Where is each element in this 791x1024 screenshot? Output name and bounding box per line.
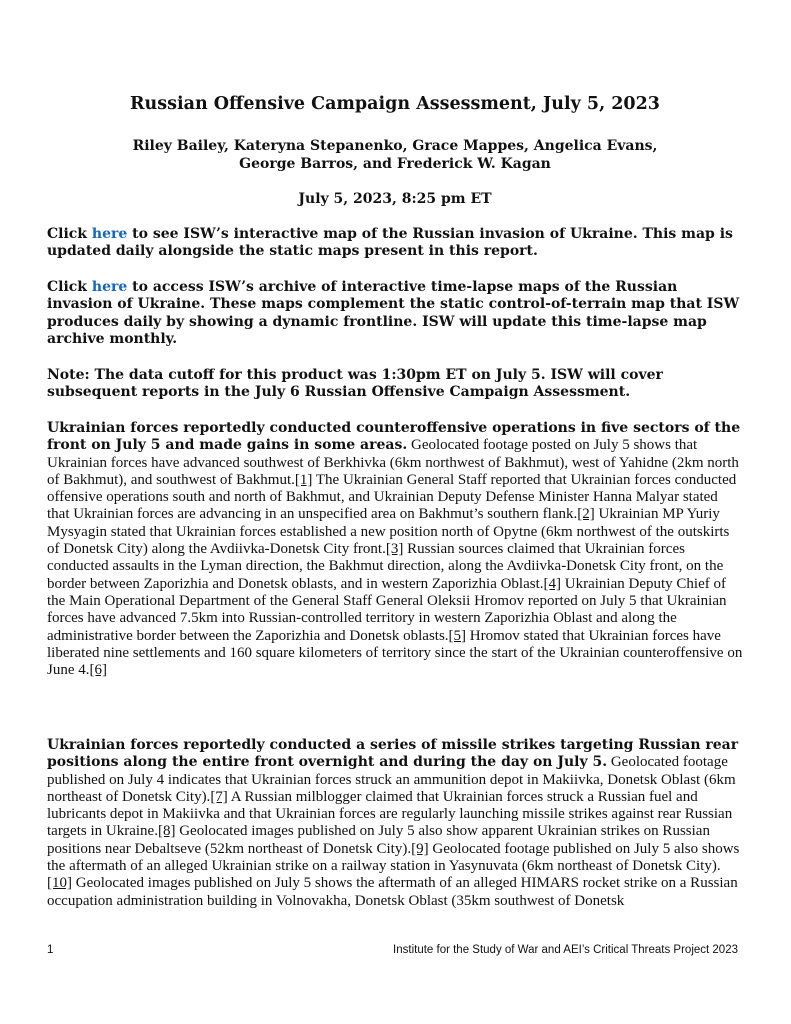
interactive-map-notice [47,226,743,261]
footer-organization: Institute for the Study of War and AEI’s Critical Threats Project 2023 [393,944,738,956]
paragraph-1-text: Ukrainian Deputy Chief of the Main Operational Department of the General Staff General Oleksii Hromov reported on July 5 that Ukrainian forces have advanced 7.5km into Russian-controlled territory in western Zaporizhia Oblast and along the administrative border between the Zaporizhia and Donetsk oblasts. [47,575,727,644]
footnote-link-7[interactable]: [7] [210,788,228,805]
timelapse-archive-notice [47,279,743,348]
paragraph-2-text: Geolocated images published on July 5 shows the aftermath of an alleged HIMARS rocket strike on a Russian occupation administration building in Volnovakha, Donetsk Oblast (35km southwest of Donetsk [47,875,738,909]
paragraph-1-text: Hromov stated that Ukrainian forces have liberated nine settlements and 160 square kilometers of territory since the start of the Ukrainian counteroffensive on June 4. [47,627,743,679]
paragraph-missile-strikes [47,737,743,910]
footnote-link-6[interactable]: [6] [89,662,107,679]
footnote-link-4[interactable]: [4] [543,575,562,592]
interactive-map-link[interactable]: here [91,226,128,242]
paragraph-2-text: Geolocated footage published on July 5 also shows the aftermath of an alleged Ukrainian strike on a railway station in Yasynuvata (6km northeast of Donetsk City). [47,840,740,875]
notice-2-text: to access ISW’s archive of interactive time-lapse maps of the Russian invasion of Ukraine. These maps complement the static control-of-terrain map that ISW produces daily by showing a dynamic frontline. ISW will update this time-lapse map archive monthly. [47,279,740,347]
paragraph-1-text: The Ukrainian General Staff reported that Ukrainian forces conducted offensive operations south and north of Bakhmut, and Ukrainian Deputy Defense Minister Hanna Malyar stated that Ukrainian forces are advancing in an unspecified area on Bakhmut’s southern flank. [47,471,737,523]
paragraph-2-text: A Russian milblogger claimed that Ukrainian forces struck a Russian fuel and lubricants depot in Makiivka and that Ukrainian forces are regularly launching missile strikes against rear Russian targets in Ukraine. [47,788,733,840]
notice-1-prefix: Click [47,226,92,242]
notice-1-text: to see ISW’s interactive map of the Russian invasion of Ukraine. This map is updated daily alongside the static maps present in this report. [47,226,733,260]
footnote-link-5[interactable]: [5] [448,627,467,644]
data-cutoff-note: Note: The data cutoff for this product was 1:30pm ET on July 5. ISW will cover subsequent reports in the July 6 Russian Offensive Campaign Assessment. [47,367,663,401]
footnote-link-9[interactable]: [9] [411,840,429,857]
footnote-link-1[interactable]: [1] [294,471,313,488]
footnote-link-8[interactable]: [8] [157,823,176,840]
paragraph-1-text: Ukrainian MP Yuriy Mysyagin stated that Ukrainian forces established a new position north of Opytne (6km northwest of the outskirts of Donetsk City) along the Avdiivka-Donetsk City front. [47,506,730,558]
paragraph-1-text: Russian sources claimed that Ukrainian forces conducted assaults in the Lyman direction, the Bakhmut direction, along the Avdiivka-Donetsk City front, on the border between Zaporizhia and Donetsk oblasts, and in western Zaporizhia Oblast. [47,541,724,592]
authors [47,137,743,173]
notice-2-prefix: Click [47,279,92,295]
paragraph-1-text: Geolocated footage posted on July 5 shows that Ukrainian forces have advanced southwest of Berkhivka (6km northwest of Bakhmut), west of Yahidne (2km north of Bakhmut), and southwest of Bakhmut. [47,437,739,488]
paragraph-2-text: Geolocated footage published on July 4 indicates that Ukrainian forces struck an ammunition depot in Makiivka, Donetsk Oblast (6km northeast of Donetsk City). [47,754,736,805]
timelapse-archive-link[interactable]: here [91,279,128,295]
authors-line-1: Riley Bailey, Kateryna Stepanenko, Grace Mappes, Angelica Evans, [132,138,658,154]
authors-line-2: George Barros, and Frederick W. Kagan [239,156,551,172]
page-footer [47,944,743,960]
page-number: 1 [47,944,54,956]
footnote-link-2[interactable]: [2] [577,506,595,523]
paragraph-2-text: Geolocated images published on July 5 also show apparent Ukrainian strikes on Russian positions near Debaltseve (52km northeast of Donetsk City). [47,823,710,857]
paragraph-2-lead: Ukrainian forces reportedly conducted a series of missile strikes targeting Russian rear positions along the entire front overnight and during the day on July 5. [47,737,739,771]
page-title: Russian Offensive Campaign Assessment, July 5, 2023 [130,94,660,114]
paragraph-1-lead: Ukrainian forces reportedly conducted counteroffensive operations in five sectors of the front on July 5 and made gains in some areas. [47,420,741,454]
report-date: July 5, 2023, 8:25 pm ET [298,191,492,207]
footnote-link-10[interactable]: [10] [47,875,72,892]
paragraph-counteroffensive [47,420,743,679]
footnote-link-3[interactable]: [3] [385,541,404,558]
